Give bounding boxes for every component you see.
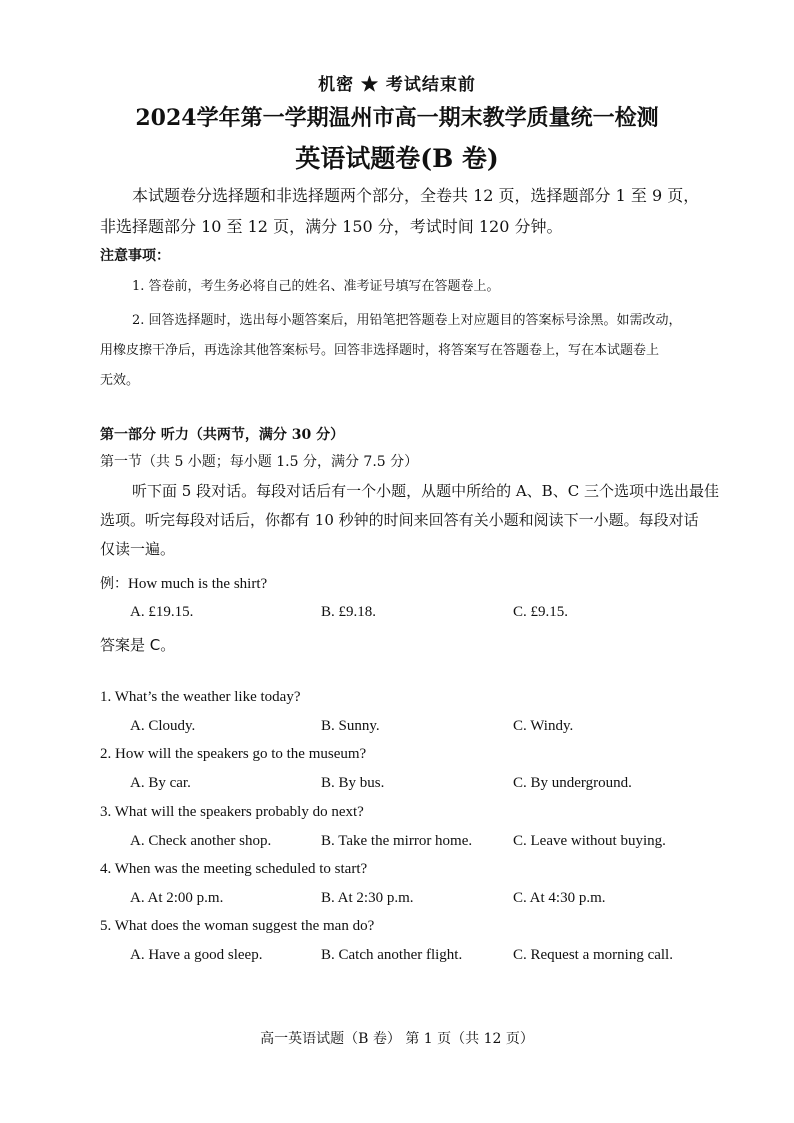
intro-line-2: 非选择题部分 10 至 12 页，满分 150 分，考试时间 120 分钟。	[100, 217, 563, 236]
question-3-option-a: A. Check another shop.	[130, 833, 272, 849]
example-question	[100, 573, 267, 593]
note-2-line-3: 无效。	[100, 373, 140, 388]
note-1	[100, 272, 760, 302]
page-footer: 高一英语试题（B 卷） 第 1 页（共 12 页）	[260, 1031, 534, 1047]
question-5-option-c: C. Request a morning call.	[513, 947, 673, 963]
question-2: 2. How will the speakers go to the museum?	[100, 746, 367, 762]
note-2-line-2: 用橡皮擦干净后，再选涂其他答案标号。回答非选择题时，将答案写在答题卷上，写在本试题卷上	[100, 343, 660, 358]
question-4-option-b: B. At 2:30 p.m.	[321, 890, 414, 906]
example-option-c: C. £9.15.	[513, 604, 569, 620]
note-2	[100, 306, 760, 396]
note-1-text: 1. 答卷前，考生务必将自己的姓名、准考证号填写在答题卷上。	[132, 279, 500, 294]
example-prefix: 例：	[100, 576, 128, 592]
question-2-option-b: B. By bus.	[321, 775, 385, 791]
question-1-option-c: C. Windy.	[513, 718, 574, 734]
note-2-line-1: 2. 回答选择题时，选出每小题答案后，用铅笔把答题卷上对应题目的答案标号涂黑。如需改动，	[132, 313, 682, 328]
intro-line-1: 本试题卷分选择题和非选择题两个部分，全卷共 12 页，选择题部分 1 至 9 页，	[132, 186, 700, 205]
intro-paragraph	[100, 180, 760, 242]
question-4: 4. When was the meeting scheduled to start?	[100, 861, 368, 877]
question-3-option-c: C. Leave without buying.	[513, 833, 666, 849]
question-2-option-a: A. By car.	[130, 775, 191, 791]
exam-title: 2024学年第一学期温州市高一期末教学质量统一检测	[135, 105, 659, 131]
part-1-title: 第一部分 听力（共两节，满分 30 分）	[100, 427, 345, 443]
exam-subtitle: 英语试题卷(B 卷)	[295, 144, 499, 173]
notes-title: 注意事项：	[100, 248, 170, 264]
question-3-option-b: B. Take the mirror home.	[321, 833, 473, 849]
question-5-option-a: A. Have a good sleep.	[130, 947, 263, 963]
example-option-a: A. £19.15.	[130, 604, 194, 620]
question-1: 1. What’s the weather like today?	[100, 689, 301, 705]
listening-instructions	[100, 477, 760, 564]
question-3: 3. What will the speakers probably do next?	[100, 804, 364, 820]
section-1-title: 第一节（共 5 小题；每小题 1.5 分，满分 7.5 分）	[100, 454, 419, 470]
question-4-option-c: C. At 4:30 p.m.	[513, 890, 606, 906]
example-option-b: B. £9.18.	[321, 604, 377, 620]
question-1-option-a: A. Cloudy.	[130, 718, 196, 734]
confidential-label: 机密 ★ 考试结束前	[318, 75, 476, 95]
instructions-line-3: 仅读一遍。	[100, 540, 176, 558]
example-question-text: How much is the shirt?	[128, 576, 268, 592]
question-1-option-b: B. Sunny.	[321, 718, 380, 734]
instructions-line-1: 听下面 5 段对话。每段对话后有一个小题，从题中所给的 A、B、C 三个选项中选出最佳	[132, 482, 719, 500]
question-4-option-a: A. At 2:00 p.m.	[130, 890, 224, 906]
instructions-line-2: 选项。听完每段对话后，你都有 10 秒钟的时间来回答有关小题和阅读下一小题。每段对话	[100, 511, 699, 529]
question-5: 5. What does the woman suggest the man do?	[100, 918, 375, 934]
question-5-option-b: B. Catch another flight.	[321, 947, 463, 963]
example-answer: 答案是 C。	[100, 636, 176, 654]
question-2-option-c: C. By underground.	[513, 775, 632, 791]
